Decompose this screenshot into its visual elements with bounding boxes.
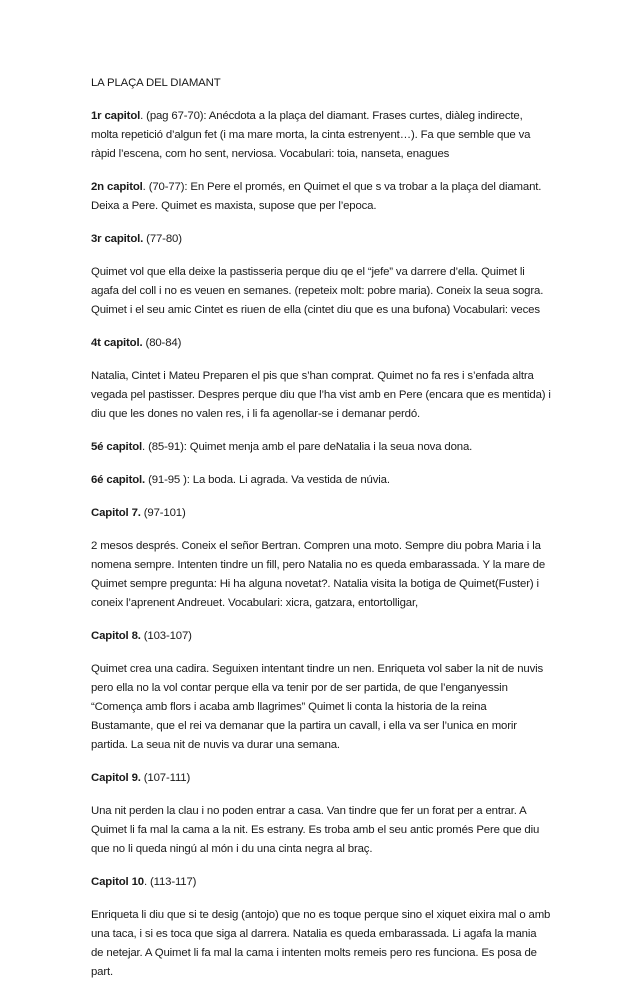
section-pages: (77-80) [143, 233, 182, 245]
section-10-body: Enriqueta li diu que si te desig (antojo) que no es toque perque sino el xiquet eixira mal o amb una taca, i si es toca que siga al darrera. Natalia es queda embarassada. Li agafa la mania de netejar. A Quimet li fa mal la cama i intenten molts remeis pero res funciona. Es posa de part. [91, 909, 551, 978]
section-4-heading-paragraph [91, 334, 551, 353]
section-heading: Capitol 10 [91, 876, 144, 888]
document-page [91, 74, 551, 996]
section-heading: 5é capitol [91, 441, 143, 453]
section-heading: Capitol 9. [91, 772, 141, 784]
section-text: . (85-91): Quimet menja amb el pare deNatalia i la seua nova dona. [142, 441, 473, 453]
section-pages: . (113-117) [143, 876, 197, 888]
section-7-heading-paragraph [91, 504, 551, 523]
section-heading: 4t capitol. [91, 337, 143, 349]
section-9-body: Una nit perden la clau i no poden entrar a casa. Van tindre que fer un forat per a entrar. A Quimet li fa mal la cama a la nit. Es estrany. Es troba amb el seu antic promés Pere que diu que no li queda ningú al món i du una cinta negra al braç. [91, 805, 540, 855]
section-5-paragraph [91, 438, 551, 457]
section-heading: 3r capitol. [91, 233, 144, 245]
section-heading: Capitol 8. [91, 630, 141, 642]
section-pages: (103-107) [140, 630, 192, 642]
section-4-body: Natalia, Cintet i Mateu Preparen el pis que s’han comprat. Quimet no fa res i s’enfada altra vegada pel pastisser. Despres perque diu que l’ha vist amb en Pere (encara que es mentida) i diu que les dones no valen res, i li fa agenollar-se i demanar perdó. [91, 370, 551, 420]
section-pages: (107-111) [140, 772, 191, 784]
section-heading: Capitol 7. [91, 507, 141, 519]
section-10-heading-paragraph [91, 873, 551, 892]
section-text: . (pag 67-70): Anécdota a la plaça del diamant. Frases curtes, diàleg indirecte, molta repetició d’algun fet (i ma mare morta, la cinta estrenyent…). Fa que semble que va ràpid l’escena, com ho sent, nerviosa. Vocabulari: toia, nanseta, enagues [91, 110, 531, 160]
section-7-body: 2 mesos després. Coneix el señor Bertran. Compren una moto. Sempre diu pobra Maria i la nomena sempre. Intenten tindre un fill, pero Natalia no es queda embarassada. Y la mare de Quimet sempre pregunta: Hi ha alguna novetat?. Natalia visita la botiga de Quimet(Fuster) i coneix l’aprenent Andreuet. Vocabulari: xicra, gatzara, entortolligar, [91, 540, 546, 609]
section-pages: (97-101) [140, 507, 186, 519]
section-9-heading-paragraph [91, 769, 551, 788]
section-heading: 1r capitol [91, 110, 141, 122]
section-8-heading-paragraph [91, 627, 551, 646]
section-pages: (80-84) [142, 337, 182, 349]
section-3-body: Quimet vol que ella deixe la pastisseria perque diu qe el “jefe” va darrere d’ella. Quimet li agafa del coll i no es veuen en semanes. (repeteix molt: pobre maria). Coneix la seua sogra. Quimet i el seu amic Cintet es riuen de ella (cintet diu que es una bufona) Vocabulari: veces [91, 266, 544, 316]
section-1-paragraph [91, 107, 551, 164]
section-heading: 6é capitol. [91, 474, 146, 486]
document-title: LA PLAÇA DEL DIAMANT [91, 77, 221, 89]
section-8-body: Quimet crea una cadira. Seguixen intentant tindre un nen. Enriqueta vol saber la nit de nuvis pero ella no la vol contar perque ella va tenir por de ser partida, de que l’enganyessin “Comença amb flors i acaba amb llagrimes” Quimet li conta la historia de la reina Bustamante, que el rei va demanar que la partira un cavall, i ella va ser l’unica en morir partida. La seua nit de nuvis va durar una semana. [91, 663, 544, 751]
section-3-heading-paragraph [91, 230, 551, 249]
section-2-paragraph [91, 178, 551, 216]
section-text: (91-95 ): La boda. Li agrada. Va vestida de núvia. [145, 474, 390, 486]
section-6-paragraph [91, 471, 551, 490]
section-text: . (70-77): En Pere el promés, en Quimet el que s va trobar a la plaça del diamant. Deixa a Pere. Quimet es maxista, supose que per l’epoca. [91, 181, 542, 212]
section-heading: 2n capitol [91, 181, 143, 193]
